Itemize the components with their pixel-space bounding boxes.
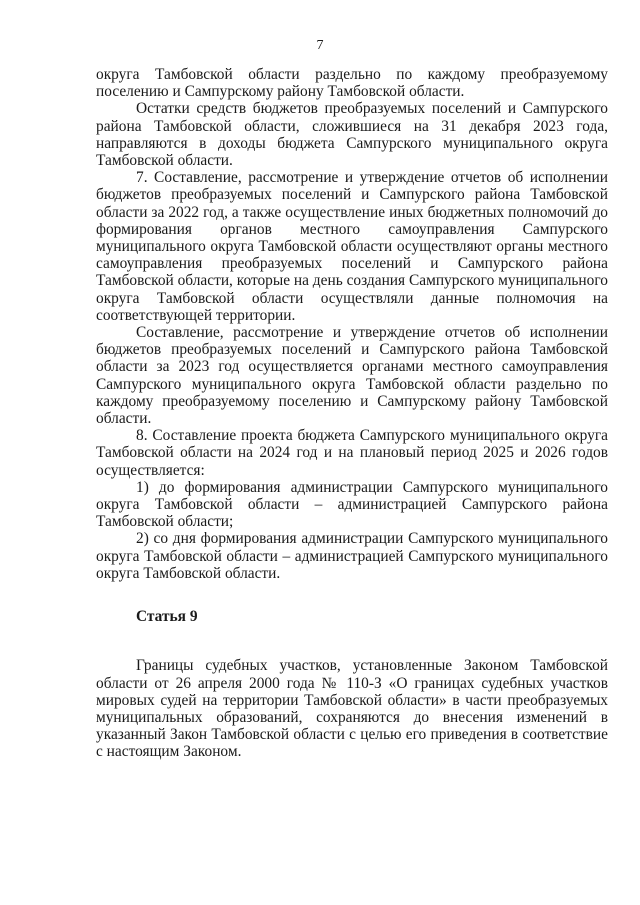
paragraph-subitem-2: 2) со дня формирования администрации Сампурского муниципального округа Тамбовской области – администрацией Сампурского муниципального округа Тамбовской области. — [96, 530, 608, 582]
paragraph-budget-remainders: Остатки средств бюджетов преобразуемых поселений и Сампурского района Тамбовской области, сложившиеся на 31 декабря 2023 года, направляются в доходы бюджета Сампурского муниципального округа Тамбовской области. — [96, 100, 608, 170]
paragraph-reports-2023: Составление, рассмотрение и утверждение отчетов об исполнении бюджетов преобразуемых поселений и Сампурского района Тамбовской области за 2023 год осуществляется органами местного самоуправления Сампурского муниципального округа Тамбовской области раздельно по каждому преобразуемому поселению и Сампурскому району Тамбовской области. — [96, 324, 608, 428]
page-number: 7 — [316, 38, 324, 53]
article-9-paragraph: Границы судебных участков, установленные Законом Тамбовской области от 26 апреля 2000 года № 110-З «О границах судебных участков мировых судей на территории Тамбовской области» в части преобразуемых муниципальных образований, сохраняются до внесения изменений в указанный Закон Тамбовской области с целью его приведения в соответствие с настоящим Законом. — [96, 657, 608, 761]
paragraph-continuation: округа Тамбовской области раздельно по каждому преобразуемому поселению и Сампурскому району Тамбовской области. — [96, 66, 608, 101]
article-heading: Статья 9 — [136, 608, 198, 626]
paragraph-subitem-1: 1) до формирования администрации Сампурского муниципального округа Тамбовской области – администрацией Сампурского района Тамбовской области; — [96, 478, 608, 531]
paragraph-item-7: 7. Составление, рассмотрение и утверждение отчетов об исполнении бюджетов преобразуемых поселений и Сампурского района Тамбовской области за 2022 год, а также осуществление иных бюджетных полномочий до формирования органов местного самоуправления Сампурского муниципального округа Тамбовской области осуществляют органы местного самоуправления преобразуемых поселений и Сампурского района Тамбовской области, которые на день создания Сампурского муниципального округа Тамбовской области осуществляли данные полномочия на соответствующей территории. — [96, 169, 608, 324]
document-body — [96, 66, 608, 761]
paragraph-item-8: 8. Составление проекта бюджета Сампурского муниципального округа Тамбовской области на 2024 год и на плановый период 2025 и 2026 годов осуществляется: — [96, 427, 608, 479]
